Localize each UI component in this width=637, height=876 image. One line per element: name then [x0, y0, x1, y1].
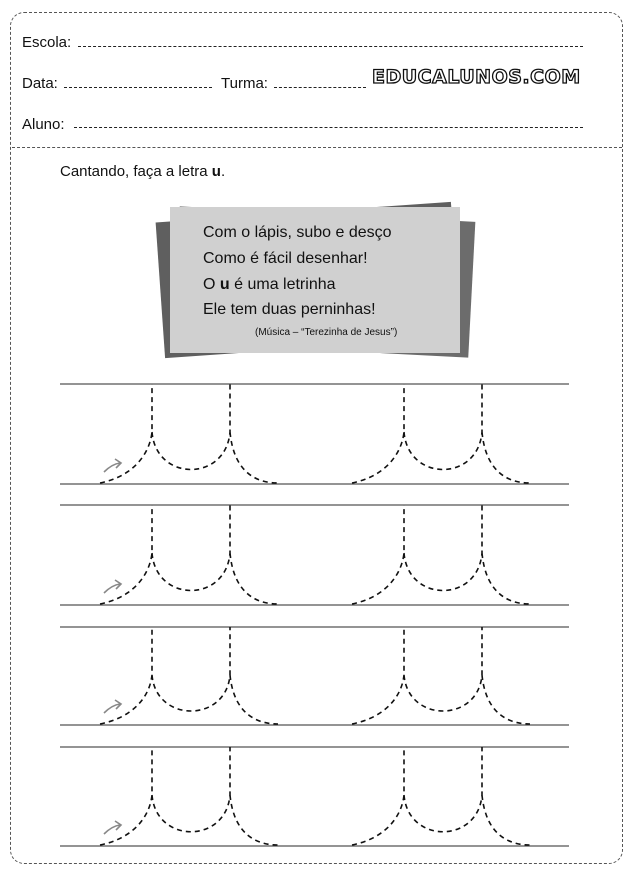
poem-line-4: Ele tem duas perninhas!: [203, 301, 376, 318]
poem-line-3-pre: O: [203, 276, 220, 293]
letter-u-trace: [352, 747, 530, 845]
poem-line-3-post: é uma letrinha: [229, 276, 336, 293]
poem-line-1: Com o lápis, subo e desço: [203, 224, 392, 241]
educalunos-logo: EDUCALUNOS.COM: [372, 66, 581, 88]
letter-u-trace: [100, 627, 278, 724]
class-label: Turma:: [221, 75, 268, 92]
poem-credit: (Música – “Terezinha de Jesus”): [255, 327, 398, 338]
date-label: Data:: [22, 75, 58, 92]
letter-u-trace: [352, 627, 530, 724]
letter-u-trace: [100, 505, 278, 604]
letter-u-trace: [100, 384, 278, 483]
instruction-letter: u: [211, 163, 221, 180]
instruction-prefix: Cantando, faça a letra: [60, 163, 212, 180]
poem-line-2: Como é fácil desenhar!: [203, 250, 368, 267]
letter-u-trace: [352, 384, 530, 483]
poem-line-3-letter: u: [219, 276, 230, 293]
school-label: Escola:: [22, 34, 72, 51]
student-label: Aluno:: [22, 116, 65, 133]
instruction-suffix: .: [220, 163, 226, 180]
letter-u-trace: [100, 747, 278, 845]
letter-u-trace: [352, 505, 530, 604]
